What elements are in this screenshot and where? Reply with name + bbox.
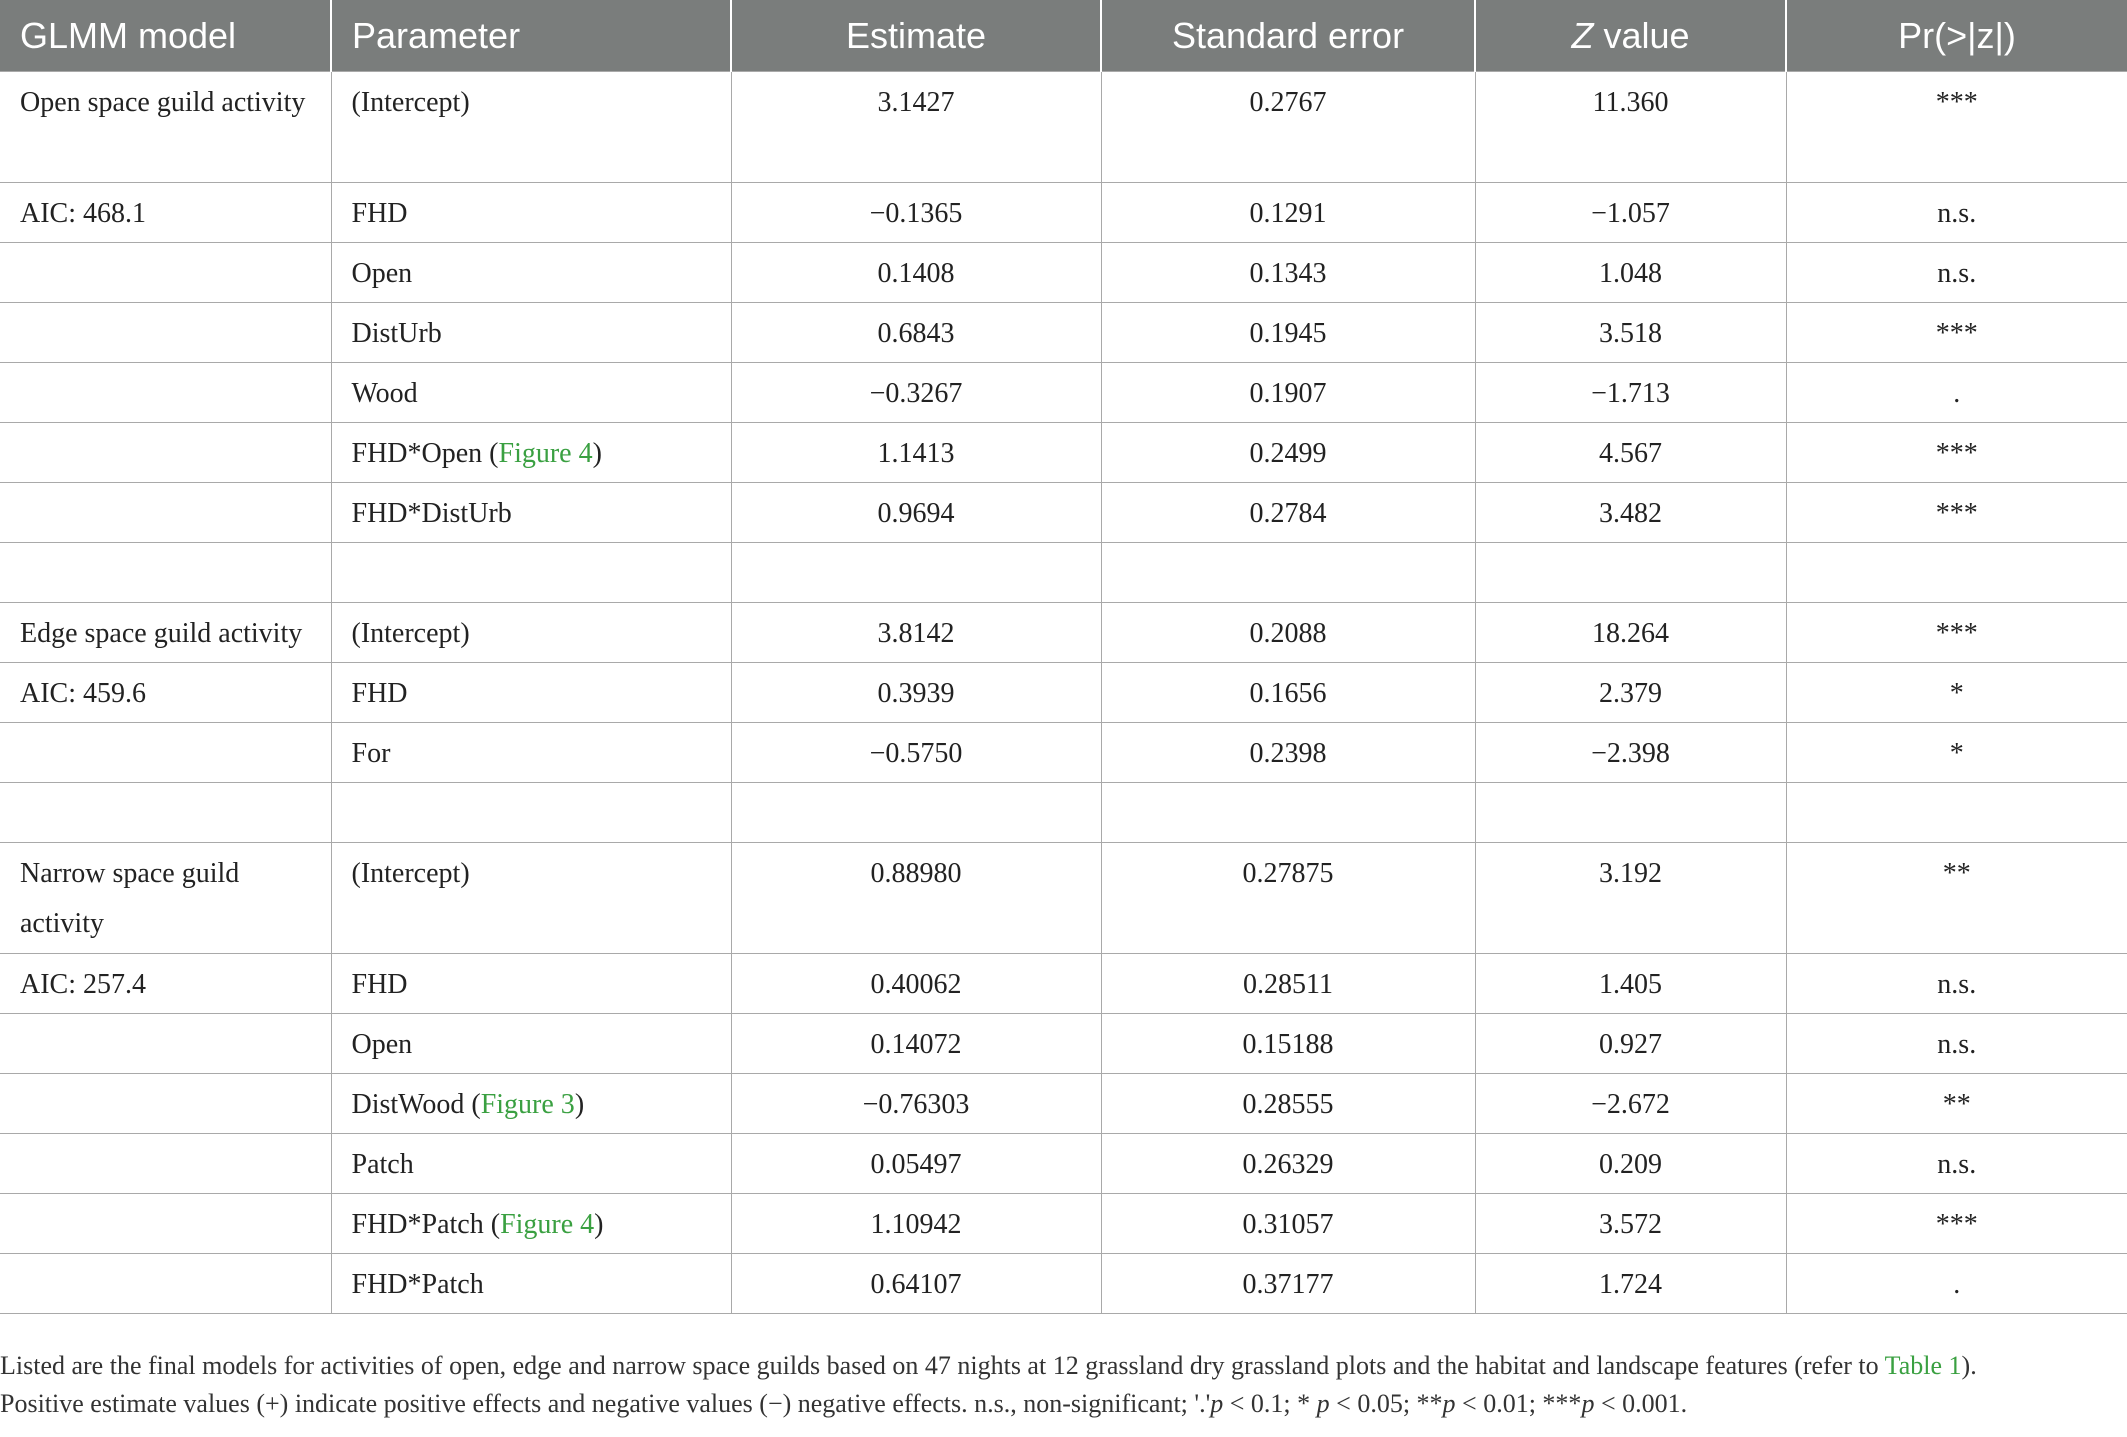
table-row xyxy=(0,423,2127,483)
cell-p-value xyxy=(1786,543,2127,603)
cell-p-value: ** xyxy=(1786,1074,2127,1134)
table-row xyxy=(0,483,2127,543)
cell-z-value: 3.572 xyxy=(1475,1194,1786,1254)
cell-p-value: ** xyxy=(1786,843,2127,954)
cell-p-value: n.s. xyxy=(1786,183,2127,243)
cell-z-value: 1.724 xyxy=(1475,1254,1786,1314)
header-p-value: Pr(>|z|) xyxy=(1786,0,2127,72)
cell-p-value: . xyxy=(1786,1254,2127,1314)
cell-standard-error: 0.37177 xyxy=(1101,1254,1475,1314)
cell-standard-error: 0.1907 xyxy=(1101,363,1475,423)
cell-z-value: −1.713 xyxy=(1475,363,1786,423)
header-glmm-model: GLMM model xyxy=(0,0,331,72)
cell-model: Open space guild activity xyxy=(0,72,331,183)
cell-estimate: 1.1413 xyxy=(731,423,1101,483)
cell-z-value: −2.398 xyxy=(1475,723,1786,783)
cell-standard-error xyxy=(1101,783,1475,843)
cell-z-value: 4.567 xyxy=(1475,423,1786,483)
cell-parameter: DistUrb xyxy=(331,303,731,363)
cell-z-value: −1.057 xyxy=(1475,183,1786,243)
cell-p-value: n.s. xyxy=(1786,243,2127,303)
cell-parameter: DistWood (Figure 3) xyxy=(331,1074,731,1134)
cell-estimate: 3.8142 xyxy=(731,603,1101,663)
table-row xyxy=(0,954,2127,1014)
cell-parameter: Open xyxy=(331,1014,731,1074)
cell-z-value: 18.264 xyxy=(1475,603,1786,663)
cell-parameter: FHD*Open (Figure 4) xyxy=(331,423,731,483)
cell-standard-error: 0.2767 xyxy=(1101,72,1475,183)
footnote-line-1: Listed are the final models for activities of open, edge and narrow space guilds based on 47 nights at 12 grassland dry grassland plots and the habitat and landscape features (refer to Table 1). xyxy=(0,1351,1977,1380)
table-row xyxy=(0,183,2127,243)
cell-estimate: 0.88980 xyxy=(731,843,1101,954)
header-estimate: Estimate xyxy=(731,0,1101,72)
cell-p-value: *** xyxy=(1786,603,2127,663)
figure-link[interactable]: Figure 3 xyxy=(480,1089,575,1120)
cell-p-value: *** xyxy=(1786,423,2127,483)
table-row xyxy=(0,603,2127,663)
cell-model xyxy=(0,243,331,303)
cell-p-value: n.s. xyxy=(1786,954,2127,1014)
table-row xyxy=(0,1074,2127,1134)
cell-estimate: −0.5750 xyxy=(731,723,1101,783)
cell-standard-error: 0.1343 xyxy=(1101,243,1475,303)
cell-estimate: 0.3939 xyxy=(731,663,1101,723)
cell-parameter: For xyxy=(331,723,731,783)
cell-standard-error: 0.26329 xyxy=(1101,1134,1475,1194)
cell-model xyxy=(0,783,331,843)
cell-estimate xyxy=(731,543,1101,603)
cell-p-value: *** xyxy=(1786,303,2127,363)
cell-parameter: FHD*Patch (Figure 4) xyxy=(331,1194,731,1254)
cell-model xyxy=(0,1134,331,1194)
cell-z-value xyxy=(1475,783,1786,843)
cell-z-value: 2.379 xyxy=(1475,663,1786,723)
cell-model: AIC: 459.6 xyxy=(0,663,331,723)
cell-parameter: Patch xyxy=(331,1134,731,1194)
cell-standard-error: 0.2088 xyxy=(1101,603,1475,663)
cell-p-value: *** xyxy=(1786,1194,2127,1254)
cell-model: Edge space guild activity xyxy=(0,603,331,663)
cell-standard-error: 0.27875 xyxy=(1101,843,1475,954)
cell-estimate: 0.9694 xyxy=(731,483,1101,543)
header-z-value xyxy=(1475,0,1786,72)
cell-z-value: −2.672 xyxy=(1475,1074,1786,1134)
header-z-letter: Z xyxy=(1571,14,1594,56)
cell-standard-error: 0.28555 xyxy=(1101,1074,1475,1134)
cell-parameter: FHD xyxy=(331,663,731,723)
cell-standard-error: 0.2784 xyxy=(1101,483,1475,543)
cell-model: AIC: 468.1 xyxy=(0,183,331,243)
table-footnote xyxy=(0,1347,2110,1423)
cell-standard-error: 0.28511 xyxy=(1101,954,1475,1014)
table-row xyxy=(0,72,2127,183)
cell-parameter: FHD*Patch xyxy=(331,1254,731,1314)
cell-parameter: FHD xyxy=(331,954,731,1014)
table-row xyxy=(0,663,2127,723)
cell-model xyxy=(0,1014,331,1074)
cell-model xyxy=(0,483,331,543)
cell-estimate: 0.64107 xyxy=(731,1254,1101,1314)
cell-standard-error: 0.31057 xyxy=(1101,1194,1475,1254)
table-row xyxy=(0,1254,2127,1314)
cell-p-value: * xyxy=(1786,663,2127,723)
cell-model: AIC: 257.4 xyxy=(0,954,331,1014)
cell-estimate: 0.14072 xyxy=(731,1014,1101,1074)
cell-z-value xyxy=(1475,543,1786,603)
cell-standard-error xyxy=(1101,543,1475,603)
cell-parameter: (Intercept) xyxy=(331,72,731,183)
cell-parameter: (Intercept) xyxy=(331,603,731,663)
cell-z-value: 11.360 xyxy=(1475,72,1786,183)
table-row xyxy=(0,843,2127,954)
cell-estimate: −0.76303 xyxy=(731,1074,1101,1134)
header-standard-error: Standard error xyxy=(1101,0,1475,72)
cell-parameter: FHD xyxy=(331,183,731,243)
cell-p-value xyxy=(1786,783,2127,843)
cell-z-value: 1.048 xyxy=(1475,243,1786,303)
cell-p-value: n.s. xyxy=(1786,1134,2127,1194)
cell-parameter xyxy=(331,543,731,603)
cell-z-value: 0.209 xyxy=(1475,1134,1786,1194)
cell-standard-error: 0.1656 xyxy=(1101,663,1475,723)
cell-model xyxy=(0,1194,331,1254)
cell-standard-error: 0.1291 xyxy=(1101,183,1475,243)
cell-estimate: −0.3267 xyxy=(731,363,1101,423)
cell-p-value: . xyxy=(1786,363,2127,423)
cell-standard-error: 0.2398 xyxy=(1101,723,1475,783)
table-row xyxy=(0,1194,2127,1254)
cell-estimate: 0.40062 xyxy=(731,954,1101,1014)
cell-estimate: 0.1408 xyxy=(731,243,1101,303)
cell-model xyxy=(0,1074,331,1134)
cell-parameter: FHD*DistUrb xyxy=(331,483,731,543)
cell-p-value: * xyxy=(1786,723,2127,783)
table-row xyxy=(0,1134,2127,1194)
table-row xyxy=(0,543,2127,603)
cell-z-value: 3.482 xyxy=(1475,483,1786,543)
cell-parameter: Wood xyxy=(331,363,731,423)
figure-link[interactable]: Figure 4 xyxy=(498,438,593,469)
cell-model: Narrow space guild activity xyxy=(0,843,331,954)
cell-model xyxy=(0,723,331,783)
cell-p-value: *** xyxy=(1786,72,2127,183)
cell-estimate: 0.6843 xyxy=(731,303,1101,363)
cell-estimate: −0.1365 xyxy=(731,183,1101,243)
cell-standard-error: 0.1945 xyxy=(1101,303,1475,363)
cell-model xyxy=(0,363,331,423)
cell-z-value: 1.405 xyxy=(1475,954,1786,1014)
table-1-link[interactable]: Table 1 xyxy=(1884,1351,1962,1380)
cell-model xyxy=(0,543,331,603)
cell-z-value: 0.927 xyxy=(1475,1014,1786,1074)
footnote-line-2: Positive estimate values (+) indicate positive effects and negative values (−) negative effects. n.s., non-significant; '.'p < 0.1; * p < 0.05; **p < 0.01; ***p < 0.001. xyxy=(0,1389,1688,1418)
table-row xyxy=(0,363,2127,423)
cell-z-value: 3.192 xyxy=(1475,843,1786,954)
cell-model xyxy=(0,1254,331,1314)
cell-model xyxy=(0,423,331,483)
cell-estimate: 3.1427 xyxy=(731,72,1101,183)
header-parameter: Parameter xyxy=(331,0,731,72)
cell-estimate xyxy=(731,783,1101,843)
table-row xyxy=(0,243,2127,303)
table-row xyxy=(0,723,2127,783)
table-row xyxy=(0,783,2127,843)
table-row xyxy=(0,1014,2127,1074)
cell-parameter: (Intercept) xyxy=(331,843,731,954)
cell-estimate: 1.10942 xyxy=(731,1194,1101,1254)
cell-standard-error: 0.15188 xyxy=(1101,1014,1475,1074)
cell-estimate: 0.05497 xyxy=(731,1134,1101,1194)
figure-link[interactable]: Figure 4 xyxy=(500,1209,595,1240)
cell-p-value: n.s. xyxy=(1786,1014,2127,1074)
cell-model xyxy=(0,303,331,363)
cell-p-value: *** xyxy=(1786,483,2127,543)
cell-parameter xyxy=(331,783,731,843)
table-header-row xyxy=(0,0,2127,72)
table-row xyxy=(0,303,2127,363)
cell-parameter: Open xyxy=(331,243,731,303)
cell-z-value: 3.518 xyxy=(1475,303,1786,363)
cell-standard-error: 0.2499 xyxy=(1101,423,1475,483)
header-z-suffix: value xyxy=(1593,14,1690,56)
